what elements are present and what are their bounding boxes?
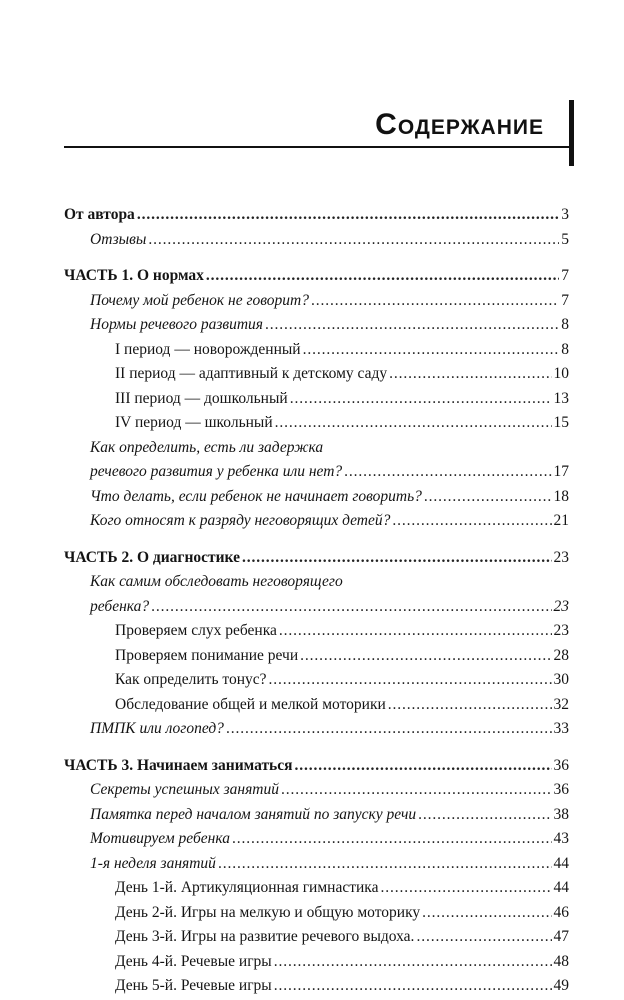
toc-page-number: 38 <box>553 805 569 823</box>
toc-entry-label: 1-я неделя занятий <box>90 854 216 872</box>
toc-entry[interactable] <box>64 668 569 693</box>
toc-leader-dots <box>389 362 551 387</box>
toc-leader-dots <box>418 803 551 828</box>
toc-page-number: 32 <box>553 695 569 713</box>
toc-entry[interactable] <box>64 338 569 363</box>
toc-page-number: 7 <box>561 291 569 309</box>
toc-entry-label: ребенка? <box>90 597 150 615</box>
toc-entry[interactable] <box>64 693 569 718</box>
toc-entry-label: Отзывы <box>90 230 147 248</box>
toc-entry-label: Нормы речевого развития <box>90 316 264 333</box>
toc-entry-label: речевого развития у ребенка или нет? <box>90 463 343 480</box>
toc-entry-label: ЧАСТЬ 1. О нормах <box>64 267 204 284</box>
toc-page-number: 10 <box>553 365 569 382</box>
title-block <box>64 100 574 170</box>
toc-leader-dots <box>380 876 551 901</box>
toc-leader-dots <box>151 595 551 620</box>
toc-leader-dots <box>388 693 552 718</box>
toc-page-number: 36 <box>553 781 569 798</box>
toc-entry[interactable] <box>64 570 569 595</box>
table-of-contents <box>64 203 569 999</box>
toc-page-number: 23 <box>553 597 569 615</box>
toc-entry-label: ЧАСТЬ 2. О диагностике <box>64 548 240 566</box>
toc-page-number: 36 <box>553 756 569 774</box>
toc-entry-label: ПМПК или логопед? <box>90 720 224 737</box>
toc-entry[interactable] <box>64 950 569 975</box>
toc-entry-label: I период — новорожденный <box>115 340 301 358</box>
toc-page-number: 18 <box>553 487 569 505</box>
toc-leader-dots <box>269 668 552 693</box>
title-bar-decoration <box>569 100 574 166</box>
toc-entry[interactable] <box>64 460 569 485</box>
toc-page-number: 44 <box>553 879 569 896</box>
toc-page-number: 15 <box>553 414 569 431</box>
toc-page-number: 17 <box>553 463 569 480</box>
toc-entry[interactable] <box>64 901 569 926</box>
toc-page-number: 23 <box>553 548 569 566</box>
toc-entry-label: ЧАСТЬ 3. Начинаем заниматься <box>64 756 293 774</box>
toc-entry-label: III период — дошкольный <box>115 389 288 407</box>
toc-entry[interactable] <box>64 778 569 803</box>
toc-leader-dots <box>311 289 559 314</box>
toc-entry[interactable] <box>64 546 569 571</box>
toc-entry-label: Что делать, если ребенок не начинает говорить? <box>90 487 422 505</box>
toc-entry[interactable] <box>64 411 569 436</box>
toc-entry-label: Как самим обследовать неговорящего <box>90 573 343 590</box>
toc-entry-label: IV период — школьный <box>115 414 273 431</box>
toc-leader-dots <box>392 509 551 534</box>
toc-entry[interactable] <box>64 228 569 253</box>
toc-entry-label: День 4-й. Речевые игры <box>115 952 272 970</box>
toc-leader-dots <box>232 827 552 852</box>
toc-leader-dots <box>265 313 559 338</box>
toc-entry[interactable] <box>64 852 569 877</box>
toc-entry-label: Мотивируем ребенка <box>90 830 230 847</box>
toc-entry[interactable] <box>64 362 569 387</box>
toc-entry-label: Проверяем слух ребенка <box>115 622 277 639</box>
toc-entry[interactable] <box>64 717 569 742</box>
toc-page-number: 43 <box>553 830 569 847</box>
toc-page-number: 3 <box>561 206 569 223</box>
toc-entry-label: От автора <box>64 206 135 223</box>
toc-entry-label: Секреты успешных занятий <box>90 781 279 798</box>
toc-entry[interactable] <box>64 436 569 461</box>
toc-page-number: 30 <box>553 671 569 688</box>
toc-page-number: 47 <box>553 928 569 945</box>
toc-page-number: 23 <box>553 622 569 639</box>
toc-leader-dots <box>279 619 552 644</box>
toc-entry[interactable] <box>64 925 569 950</box>
toc-entry-label: Обследование общей и мелкой моторики <box>115 695 386 713</box>
toc-entry[interactable] <box>64 289 569 314</box>
toc-page-number: 49 <box>553 977 569 994</box>
toc-entry-label: Проверяем понимание речи <box>115 646 299 664</box>
toc-entry[interactable] <box>64 644 569 669</box>
toc-page-number: 13 <box>553 389 569 407</box>
toc-page-number: 33 <box>553 720 569 737</box>
toc-entry[interactable] <box>64 509 569 534</box>
toc-leader-dots <box>290 387 552 412</box>
toc-leader-dots <box>300 644 551 669</box>
toc-entry-label: День 2-й. Игры на мелкую и общую моторику <box>115 903 421 921</box>
toc-entry-label: II период — адаптивный к детскому саду <box>115 365 388 382</box>
toc-entry-label: Как определить тонус? <box>115 671 267 688</box>
toc-page-number: 21 <box>553 512 569 529</box>
toc-leader-dots <box>206 264 559 289</box>
toc-entry[interactable] <box>64 595 569 620</box>
toc-page-number: 7 <box>561 267 569 284</box>
toc-leader-dots <box>424 485 552 510</box>
page-title: Содержание <box>375 108 544 141</box>
toc-entry-label: Почему мой ребенок не говорит? <box>90 291 309 309</box>
toc-entry[interactable] <box>64 264 569 289</box>
toc-leader-dots <box>281 778 552 803</box>
toc-leader-dots <box>242 546 552 571</box>
toc-leader-dots <box>422 901 551 926</box>
toc-entry[interactable] <box>64 313 569 338</box>
toc-entry[interactable] <box>64 974 569 999</box>
toc-leader-dots <box>274 974 552 999</box>
toc-entry[interactable] <box>64 203 569 228</box>
toc-leader-dots <box>295 754 552 779</box>
toc-entry-label: Памятка перед началом занятий по запуску речи <box>90 805 417 823</box>
toc-leader-dots <box>218 852 552 877</box>
toc-entry[interactable] <box>64 803 569 828</box>
toc-entry-label: День 3-й. Игры на развитие речевого выдоха. <box>115 928 415 945</box>
toc-leader-dots <box>274 950 552 975</box>
toc-entry[interactable] <box>64 619 569 644</box>
toc-page-number: 5 <box>561 230 569 248</box>
toc-page-number: 8 <box>561 340 569 358</box>
toc-entry[interactable] <box>64 827 569 852</box>
toc-entry-label: Как определить, есть ли задержка <box>90 438 324 456</box>
toc-page-number: 46 <box>553 903 569 921</box>
toc-leader-dots <box>344 460 551 485</box>
toc-page-number: 44 <box>553 854 569 872</box>
toc-entry[interactable] <box>64 876 569 901</box>
toc-page-number: 28 <box>553 646 569 664</box>
toc-leader-dots <box>416 925 551 950</box>
toc-entry-label: День 5-й. Речевые игры <box>115 977 272 994</box>
toc-leader-dots <box>303 338 560 363</box>
title-rule <box>64 146 574 148</box>
toc-leader-dots <box>148 228 559 253</box>
toc-leader-dots <box>275 411 552 436</box>
toc-entry[interactable] <box>64 754 569 779</box>
toc-entry[interactable] <box>64 485 569 510</box>
toc-entry-label: День 1-й. Артикуляционная гимнастика <box>115 879 379 896</box>
toc-page-number: 48 <box>553 952 569 970</box>
toc-entry[interactable] <box>64 387 569 412</box>
toc-page-number: 8 <box>561 316 569 333</box>
toc-leader-dots <box>226 717 552 742</box>
toc-entry-label: Кого относят к разряду неговорящих детей? <box>90 512 391 529</box>
toc-leader-dots <box>137 203 559 228</box>
